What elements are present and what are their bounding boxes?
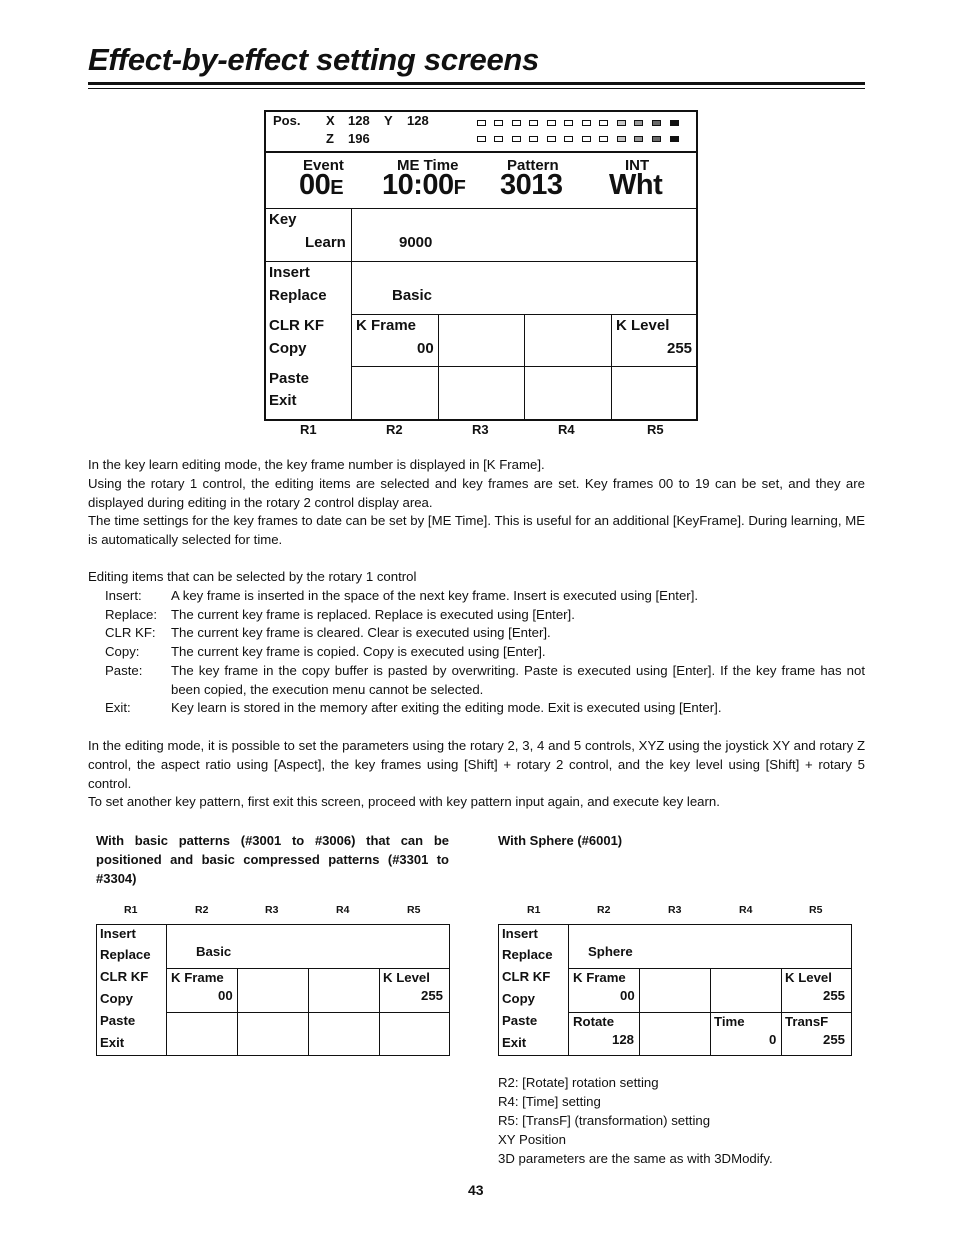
rotary-label-r1: R1 xyxy=(300,422,317,437)
y-label: Y xyxy=(384,113,393,128)
left-kframe-value: 00 xyxy=(218,988,233,1003)
replace-label: Replace xyxy=(269,287,327,304)
y-value: 128 xyxy=(407,113,429,128)
pattern-value: 3013 xyxy=(500,169,563,201)
list-intro: Editing items that can be selected by the rotary 1 control xyxy=(88,569,417,584)
pos-label: Pos. xyxy=(273,113,301,128)
int-label: INT xyxy=(625,157,650,174)
clrkf-label: CLR KF xyxy=(269,317,324,334)
klevel-value: 255 xyxy=(667,340,693,357)
left-klevel-label: K Level xyxy=(383,970,430,985)
left-rotary-r1: R1 xyxy=(124,904,138,916)
left-table-caption: With basic patterns (#3001 to #3006) that can be positioned and basic compressed patterns (#3301 to #3304) xyxy=(96,833,449,886)
right-rotate-label: Rotate xyxy=(573,1014,615,1029)
learn-value: 9000 xyxy=(399,234,433,251)
learn-label: Learn xyxy=(305,234,346,251)
right-transf-label: TransF xyxy=(785,1014,829,1029)
right-clrkf: CLR KF xyxy=(502,969,551,984)
left-copy: Copy xyxy=(100,991,133,1006)
left-replace: Replace xyxy=(100,947,151,962)
right-time-label: Time xyxy=(714,1014,745,1029)
note-item: R5: [TransF] (transformation) setting xyxy=(498,1113,711,1128)
note-item: R2: [Rotate] rotation setting xyxy=(498,1075,659,1090)
paragraph-2: In the editing mode, it is possible to set the parameters using the rotary 2, 3, 4 and 5 controls, XYZ using the joystick XY and rotary Z control, the aspect ratio using [Aspect], the key frames using [Shift] + rotary 2 control, and the key level using [Shift] + rotary 5 control. To set another key pattern, first exit this screen, proceed with key pattern input again, and execute key learn. xyxy=(88,738,865,810)
left-rotary-r3: R3 xyxy=(265,904,279,916)
left-rotary-r5: R5 xyxy=(407,904,421,916)
page-title: Effect-by-effect setting screens xyxy=(88,42,539,77)
item-desc: The current key frame is copied. Copy is executed using [Enter]. xyxy=(171,644,546,659)
right-paste: Paste xyxy=(502,1013,538,1028)
left-clrkf: CLR KF xyxy=(100,969,149,984)
pattern-label: Pattern xyxy=(507,157,559,174)
x-value: 128 xyxy=(348,113,370,128)
rotary-label-r4: R4 xyxy=(558,422,575,437)
basic-value: Basic xyxy=(392,287,433,304)
right-transf-value: 255 xyxy=(823,1032,846,1047)
right-time-value: 0 xyxy=(769,1032,777,1047)
int-value: Wht xyxy=(609,169,663,201)
title-rule-thick xyxy=(88,82,865,85)
left-rotary-r2: R2 xyxy=(195,904,209,916)
note-item: XY Position xyxy=(498,1132,566,1147)
left-klevel-value: 255 xyxy=(421,988,444,1003)
right-rotary-r2: R2 xyxy=(597,904,611,916)
kframe-label: K Frame xyxy=(356,317,417,334)
left-kframe-label: K Frame xyxy=(171,970,224,985)
z-label: Z xyxy=(326,131,334,146)
exit-label: Exit xyxy=(269,392,297,409)
right-table-caption: With Sphere (#6001) xyxy=(498,833,623,848)
right-sphere: Sphere xyxy=(588,944,633,959)
item-term: Insert: xyxy=(105,588,142,603)
right-kframe-label: K Frame xyxy=(573,970,626,985)
insert-label: Insert xyxy=(269,264,310,281)
left-exit: Exit xyxy=(100,1035,125,1050)
left-rotary-r4: R4 xyxy=(336,904,350,916)
right-copy: Copy xyxy=(502,991,535,1006)
right-klevel-label: K Level xyxy=(785,970,832,985)
note-item: 3D parameters are the same as with 3DModify. xyxy=(498,1151,773,1166)
kframe-value: 00 xyxy=(417,340,434,357)
item-term: Paste: xyxy=(105,663,143,678)
title-rule-thin xyxy=(88,88,865,89)
right-kframe-value: 00 xyxy=(620,988,635,1003)
right-rotary-r3: R3 xyxy=(668,904,682,916)
item-desc: The current key frame is cleared. Clear is executed using [Enter]. xyxy=(171,625,551,640)
right-klevel-value: 255 xyxy=(823,988,846,1003)
item-term: Exit: xyxy=(105,700,131,715)
rotary-label-r3: R3 xyxy=(472,422,489,437)
right-table xyxy=(498,924,852,1056)
paste-label: Paste xyxy=(269,370,310,387)
item-desc: A key frame is inserted in the space of the next key frame. Insert is executed using [Enter]. xyxy=(171,588,699,603)
rotary-label-r5: R5 xyxy=(647,422,664,437)
item-term: CLR KF: xyxy=(105,625,156,640)
left-table xyxy=(96,924,450,1056)
z-value: 196 xyxy=(348,131,370,146)
display-panel xyxy=(264,110,698,421)
right-exit: Exit xyxy=(502,1035,527,1050)
item-term: Replace: xyxy=(105,607,158,622)
left-paste: Paste xyxy=(100,1013,136,1028)
item-desc: Key learn is stored in the memory after exiting the editing mode. Exit is executed using [Enter]. xyxy=(171,700,722,715)
right-rotary-r1: R1 xyxy=(527,904,541,916)
copy-label: Copy xyxy=(269,340,307,357)
page-number: 43 xyxy=(468,1182,484,1198)
rotary-label-r2: R2 xyxy=(386,422,403,437)
metime-label: ME Time xyxy=(397,157,459,174)
event-label: Event xyxy=(303,157,344,174)
note-item: R4: [Time] setting xyxy=(498,1094,601,1109)
klevel-label: K Level xyxy=(616,317,670,334)
right-replace: Replace xyxy=(502,947,553,962)
right-rotary-r4: R4 xyxy=(739,904,753,916)
key-label: Key xyxy=(269,211,297,228)
left-insert: Insert xyxy=(100,926,136,941)
right-insert: Insert xyxy=(502,926,538,941)
paragraph-1: In the key learn editing mode, the key frame number is displayed in [K Frame]. Using the rotary 1 control, the editing items are selected and key frames are set. Key frames 00 to 19 can be set, and they are displayed during editing in the rotary 2 control display area. The time settings for the key frames to date can be set by [ME Time]. This is useful for an additional [KeyFrame]. During learning, ME is automatically selected for time. xyxy=(88,457,865,548)
right-rotate-value: 128 xyxy=(612,1032,635,1047)
item-desc: The key frame in the copy buffer is pasted by overwriting. Paste is executed using [Enter]. If the key frame has not been copied, the execution menu cannot be selected. xyxy=(171,663,865,697)
right-rotary-r5: R5 xyxy=(809,904,823,916)
event-value: 00E xyxy=(299,169,344,201)
metime-value: 10:00F xyxy=(382,169,466,201)
item-term: Copy: xyxy=(105,644,140,659)
left-basic: Basic xyxy=(196,944,232,959)
x-label: X xyxy=(326,113,335,128)
item-desc: The current key frame is replaced. Replace is executed using [Enter]. xyxy=(171,607,575,622)
